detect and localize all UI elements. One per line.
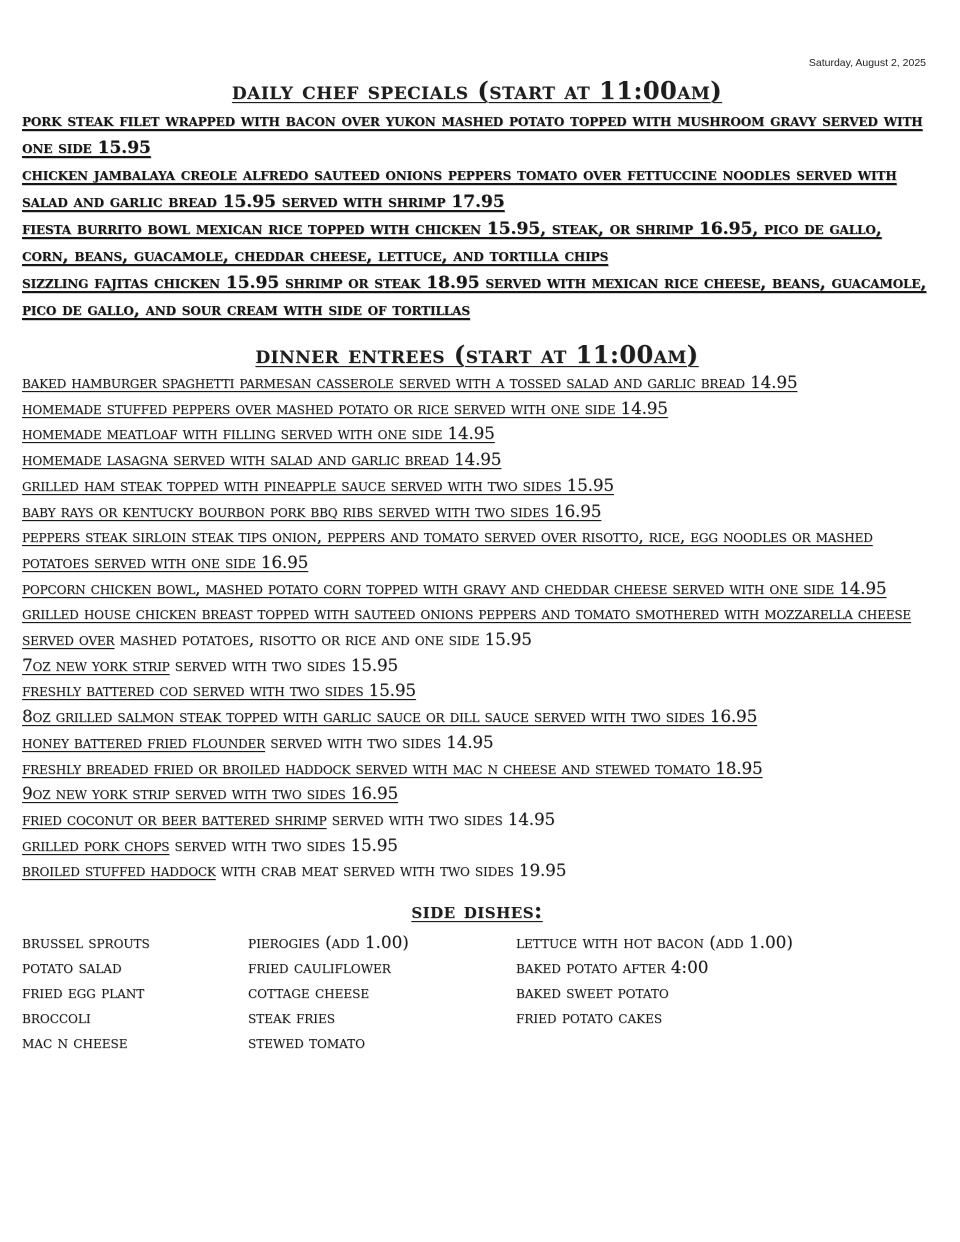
dinner-item-name: freshly battered cod served with two sides 15.95	[22, 680, 416, 701]
dinner-item-rest: served with two sides 14.95	[265, 731, 494, 752]
dinner-item	[22, 781, 932, 807]
dinner-item	[22, 370, 932, 396]
dinner-list	[22, 370, 932, 884]
menu-date: Saturday, August 2, 2025	[808, 57, 926, 69]
side-item	[516, 1030, 932, 1055]
side-item: baked sweet potato	[516, 982, 669, 1003]
dinner-item-name: baby rays or kentucky bourbon pork bbq ribs served with two sides 16.95	[22, 500, 602, 521]
dinner-item-name: grilled ham steak topped with pineapple sauce served with two sides 15.95	[22, 474, 614, 495]
dinner-item-name: grilled house chicken breast topped with sauteed onions peppers and tomato smothered with mozzarella cheese served over	[22, 603, 912, 650]
dinner-item-name: honey battered fried flounder	[22, 731, 266, 752]
dinner-item	[22, 858, 932, 884]
side-item: lettuce with hot bacon (add 1.00)	[516, 932, 793, 953]
side-item: baked potato after 4:00	[516, 957, 709, 978]
dinner-item	[22, 524, 932, 575]
dinner-item	[22, 473, 932, 499]
sides-title: side dishes:	[411, 898, 543, 925]
dinner-title: dinner entrees (start at 11:00am)	[255, 340, 699, 369]
dinner-item-name: freshly breaded fried or broiled haddock served with mac n cheese and stewed tomato 18.95	[22, 757, 763, 778]
special-item: chicken jambalaya creole alfredo sauteed onions peppers tomato over fettuccine noodles served with salad and garlic bread 15.95 served with shrimp 17.95	[22, 165, 897, 212]
dinner-item	[22, 730, 932, 756]
dinner-item-name: grilled pork chops	[22, 834, 170, 855]
dinner-item	[22, 447, 932, 473]
special-item: sizzling fajitas chicken 15.95 shrimp or steak 18.95 served with mexican rice cheese, beans, guacamole, pico de gallo, and sour cream with side of tortillas	[22, 273, 927, 320]
sides-grid	[22, 930, 932, 1055]
dinner-item-name: 8oz grilled salmon steak topped with garlic sauce or dill sauce served with two sides 16.95	[22, 706, 758, 727]
dinner-item	[22, 601, 932, 652]
dinner-item	[22, 756, 932, 782]
dinner-item-name: popcorn chicken bowl, mashed potato corn topped with gravy and cheddar cheese served with one side 14.95	[22, 577, 887, 598]
side-item: mac n cheese	[22, 1032, 128, 1053]
dinner-item-name: homemade stuffed peppers over mashed potato or rice served with one side 14.95	[22, 397, 668, 418]
dinner-item-name: homemade lasagna served with salad and garlic bread 14.95	[22, 449, 502, 470]
side-item: pierogies (add 1.00)	[248, 932, 409, 953]
side-item: stewed tomato	[248, 1032, 366, 1053]
side-item: broccoli	[22, 1007, 91, 1028]
dinner-item-name: broiled stuffed haddock	[22, 860, 216, 881]
side-item: steak fries	[248, 1007, 336, 1028]
special-item: fiesta burrito bowl mexican rice topped with chicken 15.95, steak, or shrimp 16.95, pico de gallo, corn, beans, guacamole, cheddar cheese, lettuce, and tortilla chips	[22, 219, 882, 266]
dinner-item	[22, 653, 932, 679]
dinner-item-name: 9oz new york strip served with two sides 16.95	[22, 783, 399, 804]
dinner-item-name: fried coconut or beer battered shrimp	[22, 808, 327, 829]
dinner-item-rest: served with two sides 14.95	[326, 808, 556, 829]
dinner-item	[22, 678, 932, 704]
side-item: potato salad	[22, 957, 122, 978]
dinner-item	[22, 421, 932, 447]
side-item: brussel sprouts	[22, 932, 150, 953]
side-item: fried cauliflower	[248, 957, 391, 978]
dinner-item-name: peppers steak sirloin steak tips onion, peppers and tomato served over risotto, rice, egg noodles or mashed potatoes served with one side 16.95	[22, 526, 873, 572]
side-item: fried potato cakes	[516, 1007, 663, 1028]
side-item: cottage cheese	[248, 982, 370, 1003]
dinner-item	[22, 833, 932, 859]
dinner-item	[22, 807, 932, 833]
dinner-item	[22, 396, 932, 422]
dinner-item-rest: served with two sides 15.95	[169, 834, 398, 855]
menu-page	[22, 78, 932, 1055]
special-item: pork steak filet wrapped with bacon over yukon mashed potato topped with mushroom gravy served with one side 15.95	[22, 111, 923, 158]
side-item: fried egg plant	[22, 982, 145, 1003]
dinner-item-rest: served with two sides 15.95	[169, 654, 399, 675]
specials-title: daily chef specials (start at 11:00am)	[231, 76, 723, 105]
dinner-item	[22, 576, 932, 602]
dinner-item-name: 7oz new york strip	[22, 654, 170, 675]
dinner-item-name: homemade meatloaf with filling served with one side 14.95	[22, 423, 495, 444]
dinner-item-rest: with crab meat served with two sides 19.95	[215, 860, 567, 881]
dinner-item-name: baked hamburger spaghetti parmesan casserole served with a tossed salad and garlic bread 14.95	[22, 372, 798, 392]
dinner-item	[22, 704, 932, 730]
dinner-item-rest: mashed potatoes, risotto or rice and one side 15.95	[114, 629, 532, 650]
specials-list	[22, 108, 932, 324]
dinner-item	[22, 499, 932, 525]
